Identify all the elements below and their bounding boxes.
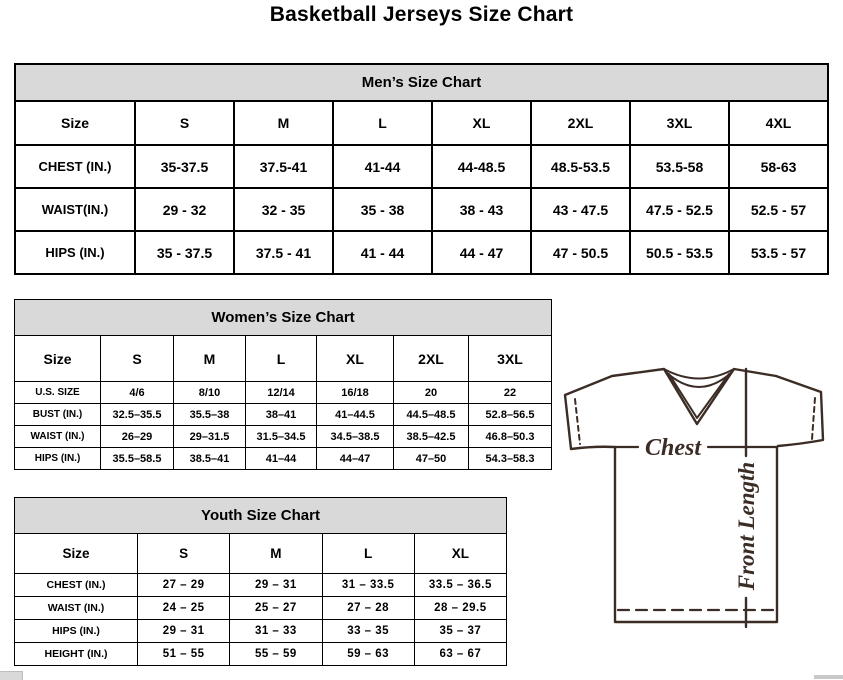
- size-value-cell: 55 – 59: [230, 643, 322, 666]
- size-value-cell: 47 - 50.5: [531, 231, 630, 274]
- size-value-cell: 20: [394, 382, 469, 404]
- front-length-label: Front Length: [734, 461, 759, 591]
- size-value-cell: 41–44: [246, 448, 317, 470]
- size-value-cell: 29–31.5: [174, 426, 246, 448]
- column-header: 2XL: [394, 336, 469, 382]
- size-value-cell: 26–29: [101, 426, 174, 448]
- table-row: [15, 426, 552, 448]
- size-value-cell: 31 – 33: [230, 620, 322, 643]
- size-value-cell: 51 – 55: [138, 643, 230, 666]
- size-value-cell: 29 – 31: [230, 574, 322, 597]
- size-value-cell: 63 – 67: [414, 643, 506, 666]
- row-label: HIPS (IN.): [15, 231, 135, 274]
- sleeve-seam-dashed-icon: [812, 398, 815, 439]
- column-header: S: [135, 101, 234, 145]
- row-label: WAIST(IN.): [15, 188, 135, 231]
- table-row: [15, 620, 507, 643]
- table-row: [15, 404, 552, 426]
- page-title: Basketball Jerseys Size Chart: [269, 3, 574, 26]
- column-header: M: [174, 336, 246, 382]
- size-value-cell: 35.5–38: [174, 404, 246, 426]
- row-label: BUST (IN.): [15, 404, 101, 426]
- table-row: [15, 597, 507, 620]
- scrollbar-fragment: [814, 675, 843, 679]
- size-value-cell: 38 - 43: [432, 188, 531, 231]
- column-header: L: [246, 336, 317, 382]
- womens-header-row: [15, 336, 552, 382]
- row-label: HEIGHT (IN.): [15, 643, 138, 666]
- size-value-cell: 59 – 63: [322, 643, 414, 666]
- size-value-cell: 28 – 29.5: [414, 597, 506, 620]
- youth-table-title-row: [15, 498, 507, 534]
- row-label: CHEST (IN.): [15, 145, 135, 188]
- row-label: U.S. SIZE: [15, 382, 101, 404]
- row-label: WAIST (IN.): [15, 597, 138, 620]
- column-header: M: [234, 101, 333, 145]
- column-header: 3XL: [469, 336, 552, 382]
- size-value-cell: 29 – 31: [138, 620, 230, 643]
- size-value-cell: 48.5-53.5: [531, 145, 630, 188]
- size-value-cell: 22: [469, 382, 552, 404]
- column-header: 2XL: [531, 101, 630, 145]
- column-header: S: [138, 534, 230, 574]
- table-row: [15, 231, 828, 274]
- womens-table-title: Women’s Size Chart: [15, 300, 552, 336]
- size-value-cell: 38.5–41: [174, 448, 246, 470]
- size-value-cell: 47–50: [394, 448, 469, 470]
- table-row: [15, 382, 552, 404]
- youth-size-table: [14, 497, 507, 666]
- column-header: L: [322, 534, 414, 574]
- column-header: S: [101, 336, 174, 382]
- size-value-cell: 35.5–58.5: [101, 448, 174, 470]
- table-row: [15, 574, 507, 597]
- table-row: [15, 448, 552, 470]
- size-value-cell: 54.3–58.3: [469, 448, 552, 470]
- collar-arc-icon: [664, 369, 734, 379]
- size-value-cell: 29 - 32: [135, 188, 234, 231]
- table-row: [15, 188, 828, 231]
- column-header: XL: [414, 534, 506, 574]
- jersey-outline-icon: [565, 369, 823, 622]
- row-label: HIPS (IN.): [15, 620, 138, 643]
- womens-table-title-row: [15, 300, 552, 336]
- size-value-cell: 33.5 – 36.5: [414, 574, 506, 597]
- size-value-cell: 35-37.5: [135, 145, 234, 188]
- size-value-cell: 58-63: [729, 145, 828, 188]
- column-header: Size: [15, 336, 101, 382]
- size-value-cell: 44 - 47: [432, 231, 531, 274]
- size-value-cell: 27 – 28: [322, 597, 414, 620]
- size-value-cell: 35 – 37: [414, 620, 506, 643]
- size-value-cell: 53.5-58: [630, 145, 729, 188]
- youth-header-row: [15, 534, 507, 574]
- column-header: Size: [15, 101, 135, 145]
- size-value-cell: 16/18: [317, 382, 394, 404]
- size-value-cell: 35 - 37.5: [135, 231, 234, 274]
- chest-label: Chest: [644, 435, 702, 461]
- size-value-cell: 12/14: [246, 382, 317, 404]
- row-label: CHEST (IN.): [15, 574, 138, 597]
- jersey-diagram: [556, 360, 843, 635]
- column-header: XL: [432, 101, 531, 145]
- row-label: HIPS (IN.): [15, 448, 101, 470]
- size-value-cell: 8/10: [174, 382, 246, 404]
- size-value-cell: 50.5 - 53.5: [630, 231, 729, 274]
- size-value-cell: 38–41: [246, 404, 317, 426]
- size-value-cell: 38.5–42.5: [394, 426, 469, 448]
- size-value-cell: 53.5 - 57: [729, 231, 828, 274]
- size-value-cell: 44-48.5: [432, 145, 531, 188]
- size-value-cell: 31.5–34.5: [246, 426, 317, 448]
- row-label: WAIST (IN.): [15, 426, 101, 448]
- size-value-cell: 32 - 35: [234, 188, 333, 231]
- size-value-cell: 44–47: [317, 448, 394, 470]
- size-value-cell: 34.5–38.5: [317, 426, 394, 448]
- size-value-cell: 37.5 - 41: [234, 231, 333, 274]
- size-value-cell: 31 – 33.5: [322, 574, 414, 597]
- mens-table-title-row: [15, 64, 828, 101]
- column-header: L: [333, 101, 432, 145]
- size-value-cell: 46.8–50.3: [469, 426, 552, 448]
- table-row: [15, 643, 507, 666]
- size-value-cell: 25 – 27: [230, 597, 322, 620]
- mens-table-title: Men’s Size Chart: [15, 64, 828, 101]
- size-value-cell: 24 – 25: [138, 597, 230, 620]
- size-value-cell: 35 - 38: [333, 188, 432, 231]
- column-header: XL: [317, 336, 394, 382]
- sleeve-seam-dashed-icon: [575, 399, 580, 444]
- size-value-cell: 41–44.5: [317, 404, 394, 426]
- column-header: 4XL: [729, 101, 828, 145]
- size-value-cell: 41-44: [333, 145, 432, 188]
- size-value-cell: 4/6: [101, 382, 174, 404]
- size-value-cell: 52.5 - 57: [729, 188, 828, 231]
- mens-header-row: [15, 101, 828, 145]
- youth-table-title: Youth Size Chart: [15, 498, 507, 534]
- size-value-cell: 43 - 47.5: [531, 188, 630, 231]
- size-value-cell: 41 - 44: [333, 231, 432, 274]
- column-header: 3XL: [630, 101, 729, 145]
- size-value-cell: 27 – 29: [138, 574, 230, 597]
- size-value-cell: 44.5–48.5: [394, 404, 469, 426]
- mens-size-table: [14, 63, 829, 275]
- table-row: [15, 145, 828, 188]
- size-value-cell: 33 – 35: [322, 620, 414, 643]
- size-value-cell: 32.5–35.5: [101, 404, 174, 426]
- column-header: Size: [15, 534, 138, 574]
- size-value-cell: 37.5-41: [234, 145, 333, 188]
- size-value-cell: 52.8–56.5: [469, 404, 552, 426]
- column-header: M: [230, 534, 322, 574]
- size-value-cell: 47.5 - 52.5: [630, 188, 729, 231]
- womens-size-table: [14, 299, 552, 470]
